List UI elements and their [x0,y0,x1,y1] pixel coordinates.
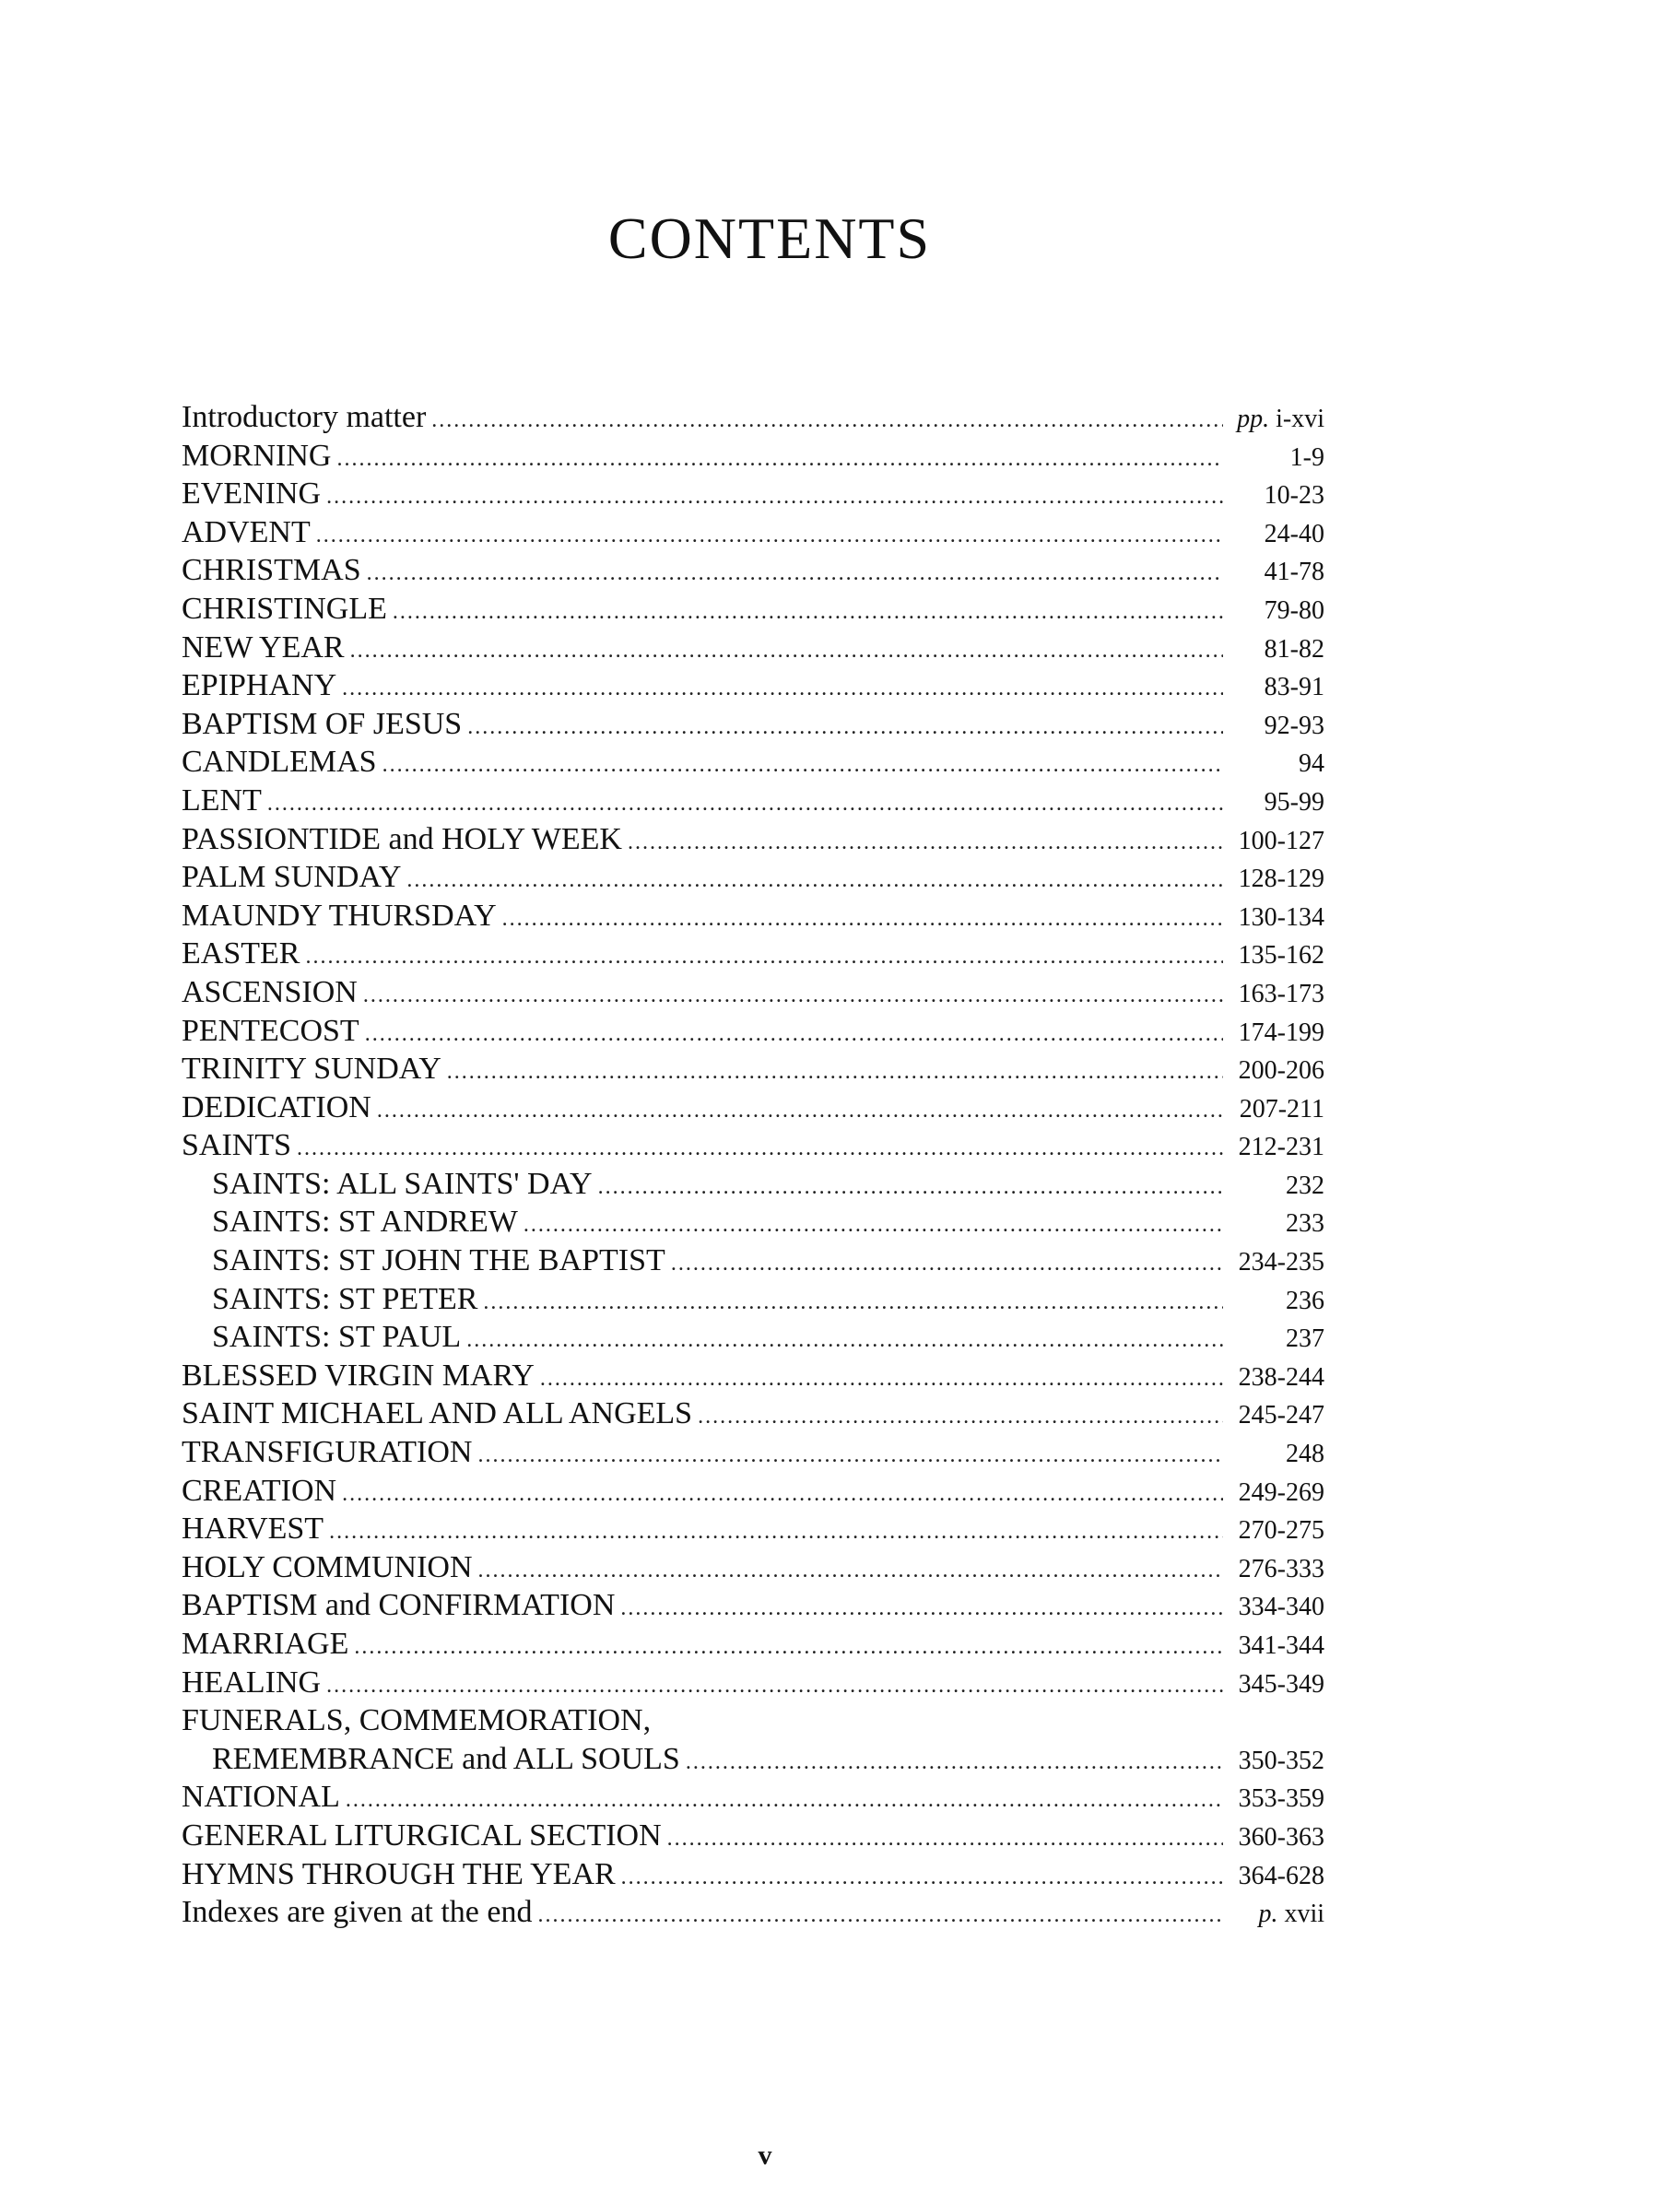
dot-leader [698,1398,1223,1433]
toc-entry [182,1586,1324,1625]
toc-entry-label: CHRISTMAS [182,553,361,588]
toc-entry-pages [1232,1014,1324,1051]
toc-entry-label: MORNING [182,438,332,473]
toc-entry-pages [1232,592,1324,629]
toc-entry-pages [1232,1282,1324,1319]
page-range: xvii [1284,1900,1324,1929]
dot-leader [316,517,1223,552]
dot-leader [377,1092,1223,1127]
page-range: 270-275 [1238,1516,1324,1546]
page-range: 233 [1286,1209,1324,1239]
toc-entry [182,1203,1324,1241]
toc-entry-label: HEALING [182,1665,322,1700]
toc-entry-pages [1232,936,1324,973]
toc-entry-label: CANDLEMAS [182,745,377,780]
toc-entry-label: ADVENT [182,514,311,549]
page-title: CONTENTS [607,206,932,271]
toc-entry [182,1472,1324,1511]
toc-entry [182,1050,1324,1088]
page-range: 130-134 [1238,902,1324,932]
toc-entry [182,820,1324,859]
toc-entry-pages [1232,1895,1324,1932]
dot-leader [326,1667,1223,1702]
toc-entry [182,1625,1324,1664]
toc-entry [182,1318,1324,1357]
dot-leader [667,1820,1223,1855]
toc-entry [182,1701,1324,1740]
toc-entry-label: EPIPHANY [182,668,337,703]
toc-entry-pages [1232,822,1324,859]
dot-leader [326,478,1223,513]
dot-leader [406,862,1223,897]
toc-entry-label: HOLY COMMUNION [182,1549,473,1584]
toc-entry-label: CREATION [182,1473,337,1508]
toc-entry-label: MAUNDY THURSDAY [182,898,497,933]
toc-entry-label: SAINTS: ST ANDREW [212,1205,518,1240]
dot-leader [686,1744,1223,1779]
page-range: 24-40 [1264,519,1324,548]
page-range: 92-93 [1264,711,1324,740]
toc-entry [182,1126,1324,1165]
page-range: 83-91 [1264,673,1324,702]
dot-leader [346,1782,1223,1817]
toc-entry-label: PALM SUNDAY [182,860,402,895]
toc-entry-pages [1232,1090,1324,1127]
toc-entry [182,1241,1324,1280]
toc-entry [182,1510,1324,1548]
toc-entry-pages [1232,975,1324,1012]
dot-leader [342,1476,1223,1511]
toc-entry [182,1165,1324,1204]
toc-entry [182,858,1324,897]
toc-entry-pages [1232,668,1324,705]
toc-entry-label: SAINTS: ST PAUL [212,1320,462,1355]
toc-entry [182,1778,1324,1817]
toc-entry [182,1012,1324,1051]
dot-leader [466,1322,1223,1357]
toc-entry-pages [1232,783,1324,820]
toc-entry-label: EVENING [182,477,322,512]
toc-entry [182,1664,1324,1702]
toc-entry [182,1548,1324,1587]
toc-entry-pages [1232,1665,1324,1702]
dot-leader [524,1206,1223,1241]
page-range: 345-349 [1238,1669,1324,1699]
page-range: 200-206 [1238,1056,1324,1086]
page-range: 1-9 [1289,442,1324,472]
dot-leader [483,1284,1223,1319]
toc-entry-pages [1232,1205,1324,1241]
toc-entry [182,743,1324,782]
toc-entry-pages [1232,1474,1324,1511]
toc-entry [182,513,1324,552]
toc-entry [182,705,1324,744]
dot-leader [467,709,1223,744]
toc-entry-pages [1232,400,1324,437]
page-range: 81-82 [1264,634,1324,664]
toc-entry [182,1893,1324,1932]
toc-entry-pages [1232,515,1324,552]
toc-entry-label: DEDICATION [182,1089,371,1124]
toc-entry-pages [1232,899,1324,935]
dot-leader [621,1859,1223,1894]
page-range: 276-333 [1238,1554,1324,1583]
toc-entry-label: NEW YEAR [182,629,345,665]
page-range: 350-352 [1238,1746,1324,1775]
page-range: 41-78 [1264,558,1324,587]
toc-entry-label: Indexes are given at the end [182,1895,533,1930]
toc-entry-pages [1232,1320,1324,1357]
page-range: 249-269 [1238,1477,1324,1507]
dot-leader [478,1552,1224,1587]
toc-entry [182,1394,1324,1433]
toc-entry [182,398,1324,437]
toc-entry-label: BLESSED VIRGIN MARY [182,1358,535,1393]
toc-entry-pages [1232,630,1324,667]
page-range: 95-99 [1264,787,1324,817]
page-range: 207-211 [1239,1094,1324,1124]
dot-leader [305,938,1223,973]
toc-entry-label: CHRISTINGLE [182,591,387,626]
page-range: 128-129 [1238,865,1324,894]
toc-entry [182,973,1324,1012]
toc-entry-label: BAPTISM and CONFIRMATION [182,1588,616,1623]
page-number: v [758,2140,772,2171]
toc-entry-pages [1232,1742,1324,1779]
toc-entry [182,935,1324,973]
toc-entry-pages [1232,1128,1324,1165]
dot-leader [431,402,1223,437]
toc-entry-pages [1232,1052,1324,1088]
page-range: 174-199 [1238,1018,1324,1047]
toc-entry [182,1280,1324,1319]
toc-entry-pages [1232,477,1324,513]
toc-entry-label: TRANSFIGURATION [182,1435,473,1470]
toc-entry-pages [1232,1167,1324,1204]
dot-leader [329,1513,1223,1548]
toc-entry-label: HARVEST [182,1512,324,1547]
page-prefix: pp. [1237,405,1270,433]
page-range: 353-359 [1238,1784,1324,1814]
page-range: 334-340 [1238,1593,1324,1622]
toc-entry-label: MARRIAGE [182,1627,349,1661]
toc-entry-label: SAINT MICHAEL AND ALL ANGELS [182,1396,693,1431]
page-range: 100-127 [1238,826,1324,855]
toc-entry-pages [1232,1627,1324,1664]
toc-entry [182,1357,1324,1395]
page-range: 212-231 [1238,1133,1324,1162]
toc-entry-label: SAINTS: ST PETER [212,1281,478,1316]
toc-entry [182,437,1324,476]
dot-leader [336,441,1223,476]
dot-leader [363,977,1223,1012]
dot-leader [354,1629,1223,1664]
toc-entry [182,782,1324,820]
toc-entry-pages [1232,553,1324,590]
toc-entry [182,666,1324,705]
toc-entry-pages [1232,1435,1324,1472]
dot-leader [620,1590,1223,1625]
toc-entry-label: REMEMBRANCE and ALL SOULS [212,1741,680,1776]
page-range: 234-235 [1238,1248,1324,1277]
page-range: 135-162 [1238,941,1324,971]
dot-leader [297,1130,1223,1165]
toc-entry [182,590,1324,629]
toc-entry-label: TRINITY SUNDAY [182,1052,441,1087]
toc-entry-pages [1232,1857,1324,1894]
page-range: 94 [1299,749,1324,779]
toc-entry-label: PASSIONTIDE and HOLY WEEK [182,821,622,856]
page-range: 360-363 [1238,1822,1324,1852]
toc-entry-label: NATIONAL [182,1780,340,1815]
toc-entry-pages [1232,1396,1324,1433]
page-range: 163-173 [1238,979,1324,1008]
toc-entry-pages [1232,860,1324,897]
toc-entry-pages [1232,1512,1324,1548]
page-range: 232 [1286,1171,1324,1200]
page-range: 236 [1286,1286,1324,1315]
dot-leader [598,1169,1223,1204]
dot-leader [367,555,1223,590]
page-range: 79-80 [1264,595,1324,625]
toc-entry [182,1433,1324,1472]
toc-entry-label: GENERAL LITURGICAL SECTION [182,1818,662,1853]
toc-entry-pages [1232,745,1324,782]
dot-leader [267,785,1223,820]
toc-entry-label: PENTECOST [182,1013,359,1048]
toc-entry [182,551,1324,590]
toc-entry-label: ASCENSION [182,974,358,1009]
dot-leader [393,594,1223,629]
toc-entry [182,1740,1324,1779]
page-range: 248 [1286,1440,1324,1469]
toc-entry-label: BAPTISM OF JESUS [182,706,463,741]
dot-leader [537,1897,1223,1932]
page-range: i-xvi [1276,405,1324,433]
dot-leader [477,1437,1223,1472]
dot-leader [350,632,1223,667]
toc-entry-label: LENT [182,782,262,818]
dot-leader [382,747,1223,782]
dot-leader [540,1360,1223,1395]
toc-entry-label: HYMNS THROUGH THE YEAR [182,1856,616,1891]
toc-entry-label: FUNERALS, COMMEMORATION, [182,1703,652,1738]
page-range: 245-247 [1238,1401,1324,1430]
page-range: 10-23 [1264,481,1324,511]
toc-entry-label: SAINTS: ST JOHN THE BAPTIST [212,1243,665,1278]
toc-entry-pages [1232,707,1324,744]
dot-leader [342,670,1223,705]
toc-entry-pages [1232,1818,1324,1855]
toc-entry [182,629,1324,667]
toc-entry-label: EASTER [182,936,300,971]
toc-entry-pages [1232,1359,1324,1395]
dot-leader [671,1245,1223,1280]
table-of-contents [182,398,1324,1932]
dot-leader [628,824,1223,859]
toc-entry [182,1088,1324,1127]
toc-entry-label: SAINTS: ALL SAINTS' DAY [212,1166,593,1201]
page-range: 238-244 [1238,1362,1324,1392]
toc-entry [182,897,1324,935]
dot-leader [365,1016,1223,1051]
toc-entry-pages [1232,1243,1324,1280]
toc-entry-label: Introductory matter [182,400,427,434]
page-range: 364-628 [1238,1861,1324,1890]
toc-entry-pages [1232,439,1324,476]
toc-entry-pages [1232,1780,1324,1817]
toc-entry [182,1817,1324,1855]
toc-entry-label: SAINTS [182,1128,292,1163]
page-prefix: p. [1258,1900,1278,1929]
toc-entry [182,475,1324,513]
page-range: 237 [1286,1324,1324,1354]
toc-entry [182,1855,1324,1894]
dot-leader [502,900,1223,935]
toc-entry-pages [1232,1588,1324,1625]
page-range: 341-344 [1238,1631,1324,1660]
toc-entry-pages [1232,1550,1324,1587]
dot-leader [447,1053,1223,1088]
